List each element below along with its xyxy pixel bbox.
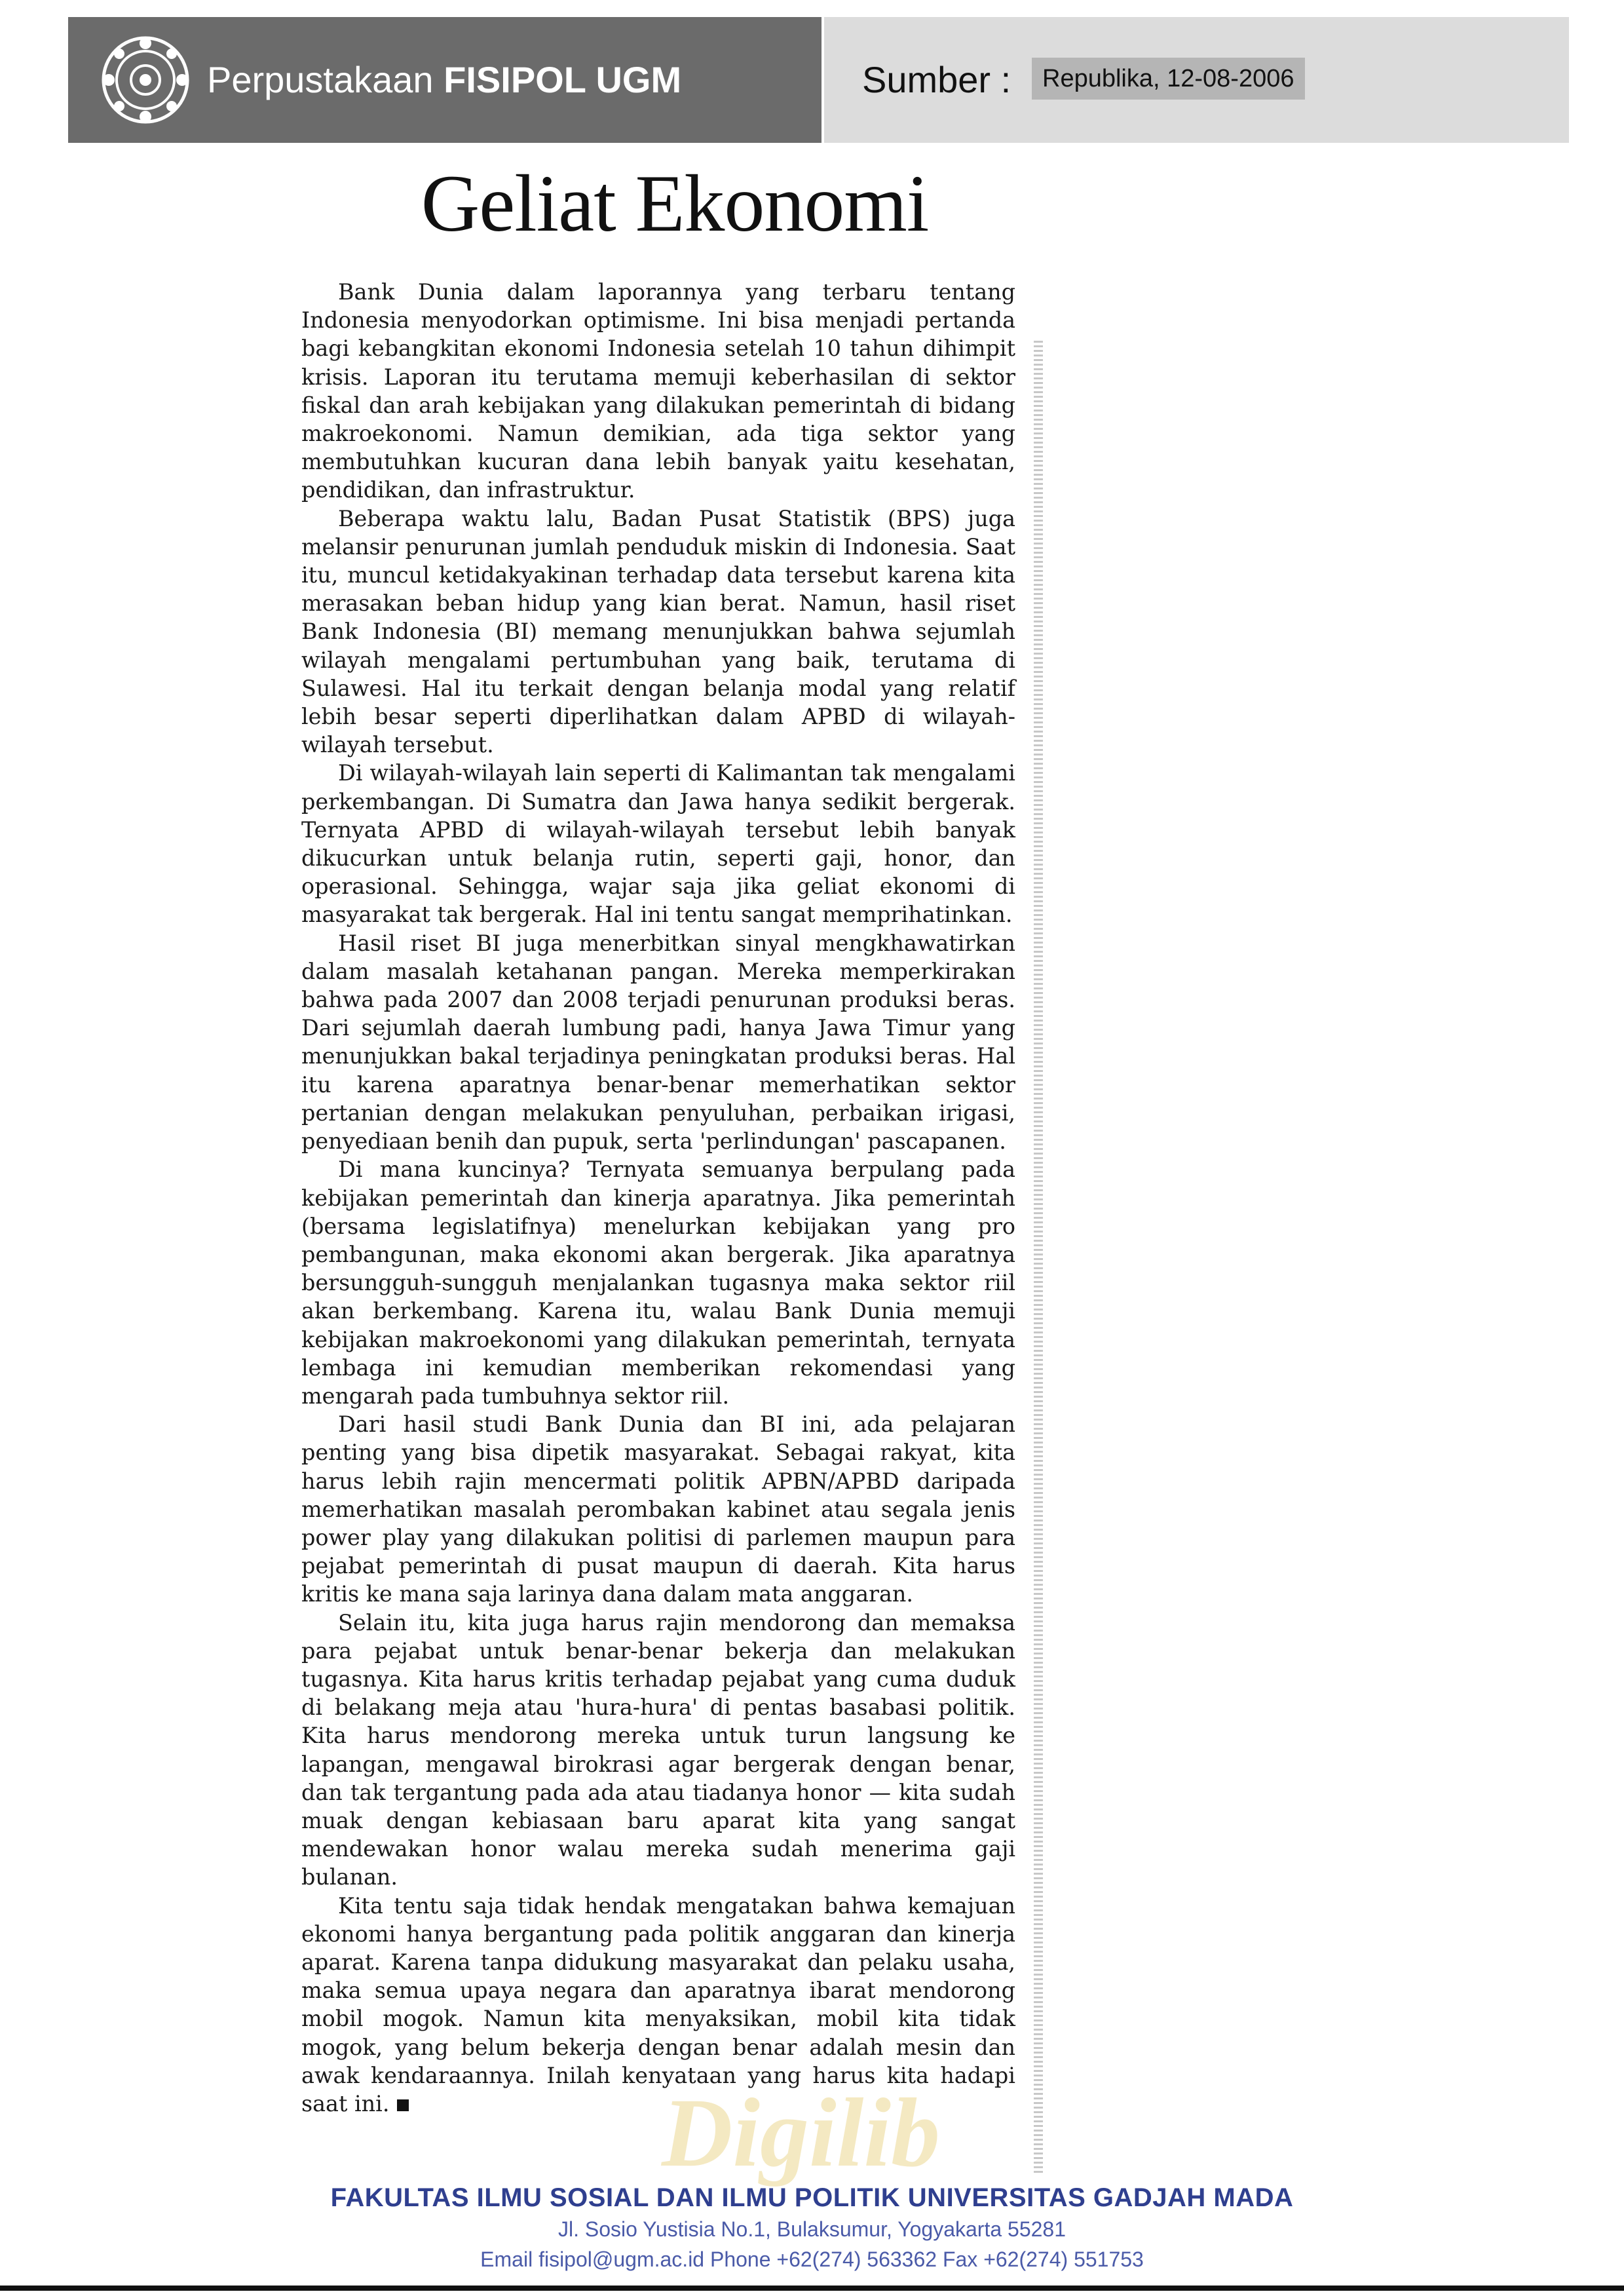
source-header [824,17,1569,143]
library-header [68,17,821,143]
article-paragraph: Bank Dunia dalam laporannya yang terbaru tentang Indonesia menyodorkan optimisme. Ini bisa menjadi pertanda bagi kebangkitan ekonomi Indonesia setelah 10 tahun dihimpit krisis. Laporan itu terutama memuji keberhasilan di sektor fiskal dan arah kebijakan yang dilakukan pemerintah di bidang makroekonomi. Namun demikian, ada tiga sektor yang membutuhkan kucuran dana lebih banyak yaitu kesehatan, pendidikan, dan infrastruktur. [301,279,1015,503]
library-name: Perpustakaan FISIPOL UGM [207,59,682,100]
ugm-emblem-icon [100,34,191,126]
article-paragraph: Di wilayah-wilayah lain seperti di Kalimantan tak mengalami perkembangan. Di Sumatra dan Jawa hanya sedikit bergerak. Ternyata APBD di wilayah-wilayah tersebut lebih banyak dikucurkan untuk belanja rutin, seperti gaji, honor, dan operasional. Sehingga, wajar saja jika geliat ekonomi di masyarakat tak bergerak. Hal ini tentu sangat memprihatinkan. [301,760,1015,928]
scan-margin-rule [1034,341,1043,2175]
article-paragraph-last: Kita tentu saja tidak hendak mengatakan bahwa kemajuan ekonomi hanya bergantung pada politik anggaran dan kinerja aparat. Karena tanpa didukung masyarakat dan pelaku usaha, maka semua upaya negara dan aparatnya ibarat mendorong mobil mogok. Namun kita menyaksikan, mobil kita tidak mogok, yang belum bekerja dengan benar adalah mesin dan awak kendaraannya. Inilah kenyataan yang harus kita hadapi saat ini. [301,1892,1015,2116]
footer-institution: FAKULTAS ILMU SOSIAL DAN ILMU POLITIK UNIVERSITAS GADJAH MADA [330,2183,1294,2212]
footer-address: Jl. Sosio Yustisia No.1, Bulaksumur, Yogyakarta 55281 [558,2217,1066,2241]
article-paragraph: Hasil riset BI juga menerbitkan sinyal mengkhawatirkan dalam masalah ketahanan pangan. Mereka memperkirakan bahwa pada 2007 dan 2008 terjadi penurunan produksi beras. Dari sejumlah daerah lumbung padi, hanya Jawa Timur yang menunjukkan bakal terjadinya peningkatan produksi beras. Hal itu karena aparatnya benar-benar memerhatikan sektor pertanian dengan melakukan penyuluhan, perbaikan irigasi, penyediaan benih dan pupuk, serta 'perlindungan' pascapanen. [301,930,1015,1155]
source-badge: Republika, 12-08-2006 [1032,58,1305,100]
source-label: Sumber : [862,59,1011,100]
article-paragraph: Beberapa waktu lalu, Badan Pusat Statistik (BPS) juga melansir penurunan jumlah penduduk miskin di Indonesia. Saat itu, muncul ketidakyakinan terhadap data tersebut karena kita merasakan beban hidup yang kian berat. Namun, hasil riset Bank Indonesia (BI) memang menunjukkan bahwa sejumlah wilayah mengalami pertumbuhan yang baik, terutama di Sulawesi. Hal itu terkait dengan belanja modal yang relatif lebih besar seperti diperlihatkan dalam APBD di wilayah-wilayah tersebut. [301,505,1015,758]
end-mark-icon [397,2099,409,2111]
article-headline: Geliat Ekonomi [421,159,929,248]
article-paragraph: Dari hasil studi Bank Dunia dan BI ini, ada pelajaran penting yang bisa dipetik masyarakat. Sebagai rakyat, kita harus lebih rajin mencermati politik APBN/APBD daripada memerhatikan masalah perombakan kabinet atau segala jenis power play yang dilakukan politisi di parlemen maupun para pejabat pemerintah di pusat maupun di daerah. Kita harus kritis ke mana saja larinya dana dalam mata anggaran. [301,1411,1015,1607]
article-paragraph: Di mana kuncinya? Ternyata semuanya berpulang pada kebijakan pemerintah dan kinerja aparatnya. Jika pemerintah (bersama legislatifnya) menelurkan kebijakan yang pro pembangunan, maka ekonomi akan bergerak. Jika aparatnya bersungguh-sungguh menjalankan tugasnya maka sektor riil akan berkembang. Karena itu, walau Bank Dunia memuji kebijakan makroekonomi yang dilakukan pemerintah, ternyata lembaga ini kemudian memberikan rekomendasi yang mengarah pada tumbuhnya sektor riil. [301,1157,1015,1409]
digilib-watermark: Digilib [662,2078,941,2187]
article-paragraph: Selain itu, kita juga harus rajin mendorong dan memaksa para pejabat untuk benar-benar bekerja dan melakukan tugasnya. Kita harus kritis terhadap pejabat yang cuma duduk di belakang meja atau 'hura-hura' di pentas basabasi politik. Kita harus mendorong mereka untuk turun langsung ke lapangan, mengawal birokrasi agar bergerak dengan benar, dan tak tergantung pada ada atau tiadanya honor — kita sudah muak dengan kebiasaan baru aparat kita yang sangat mendewakan honor walau mereka sudah menerima gaji bulanan. [301,1609,1015,1890]
footer-contact: Email fisipol@ugm.ac.id Phone +62(274) 563362 Fax +62(274) 551753 [480,2248,1144,2271]
article-body [301,278,1015,2118]
scan-bottom-edge [0,2286,1624,2291]
